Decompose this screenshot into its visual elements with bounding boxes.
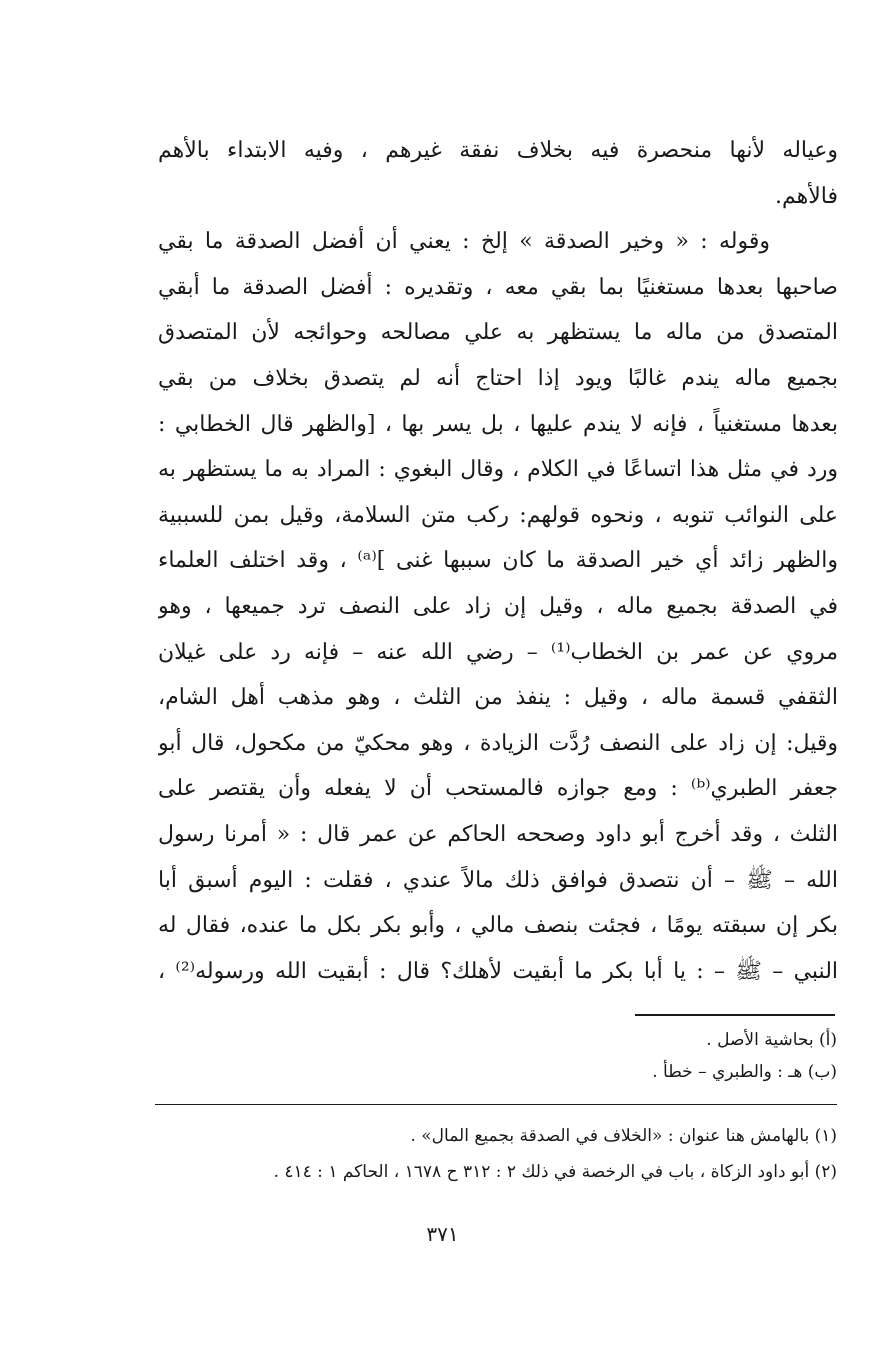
text-line: الثقفي قسمة ماله ، وقيل : ينفذ من الثلث ، وهو مذهب أهل الشام،: [158, 685, 838, 711]
annotation-note: (أ) بحاشية الأصل .: [706, 1030, 837, 1050]
footnote: (١) بالهامش هنا عنوان : «الخلاف في الصدقة بجميع المال» .: [410, 1126, 837, 1146]
text-line: فالأهم.: [774, 183, 838, 209]
text-line: بعدها مستغنياً ، فإنه لا يندم عليها ، بل يسر بها ، [والظهر قال الخطابي :: [158, 411, 838, 437]
text-line: في الصدقة بجميع ماله ، وقيل إن زاد على النصف ترد جميعها ، وهو: [158, 593, 838, 619]
text-line: النبي – ﷺ – : يا أبا بكر ما أبقيت لأهلك؟ قال : أبقيت الله ورسوله⁽²⁾ ،: [158, 958, 838, 984]
annotation-note: (ب) هـ : والطبري – خطأ .: [652, 1062, 837, 1082]
footnotes: [147, 1118, 837, 1190]
text-line: وعياله لأنها منحصرة فيه بخلاف نفقة غيرهم ، وفيه الابتداء بالأهم: [158, 138, 838, 163]
text-line: الله – ﷺ – أن نتصدق فوافق ذلك مالاً عندي ، فقلت : اليوم أسبق أبا: [158, 867, 838, 893]
text-line: وقوله : « وخير الصدقة » إلخ : يعني أن أفضل الصدقة ما بقي: [158, 229, 770, 255]
page-number: ٣٧١: [426, 1222, 459, 1246]
annotation-notes: [437, 1024, 837, 1088]
text-line: بجميع ماله يندم غالبًا ويود إذا احتاج أنه لم يتصدق بخلاف من بقي: [158, 365, 838, 391]
text-line: ورد في مثل هذا اتساعًا في الكلام ، وقال البغوي : المراد به ما يستظهر به: [158, 457, 838, 483]
text-line: بكر إن سبقته يومًا ، فجئت بنصف مالي ، وأبو بكر بكل ما عنده، فقال له: [158, 913, 838, 939]
text-line: مروي عن عمر بن الخطاب⁽¹⁾ – رضي الله عنه – فإنه رد على غيلان: [158, 639, 838, 665]
main-text-block: [158, 128, 838, 994]
text-line: والظهر زائد أي خير الصدقة ما كان سببها غنى ]⁽ᵃ⁾ ، وقد اختلف العلماء: [158, 548, 838, 574]
footnote-divider: [155, 1104, 837, 1105]
text-line: على النوائب تنوبه ، ونحوه قولهم: ركب متن السلامة، وقيل بمن للسببية: [158, 502, 838, 528]
annotation-divider: [635, 1014, 835, 1016]
footnote: (٢) أبو داود الزكاة ، باب في الرخصة في ذلك ٢ : ٣١٢ ح ١٦٧٨ ، الحاكم ١ : ٤١٤ .: [273, 1162, 837, 1182]
text-line: صاحبها بعدها مستغنيًا بما بقي معه ، وتقديره : أفضل الصدقة ما أبقي: [158, 274, 838, 300]
text-line: جعفر الطبري⁽ᵇ⁾ : ومع جوازه فالمستحب أن لا يفعله وأن يقتصر على: [158, 776, 838, 802]
text-line: وقيل: إن زاد على النصف رُدَّت الزيادة ، وهو محكيّ من مكحول، قال أبو: [158, 730, 838, 756]
text-line: الثلث ، وقد أخرج أبو داود وصححه الحاكم عن عمر قال : « أمرنا رسول: [158, 821, 838, 847]
text-line: المتصدق من ماله ما يستظهر به علي مصالحه وحوائجه لأن المتصدق: [158, 320, 838, 346]
